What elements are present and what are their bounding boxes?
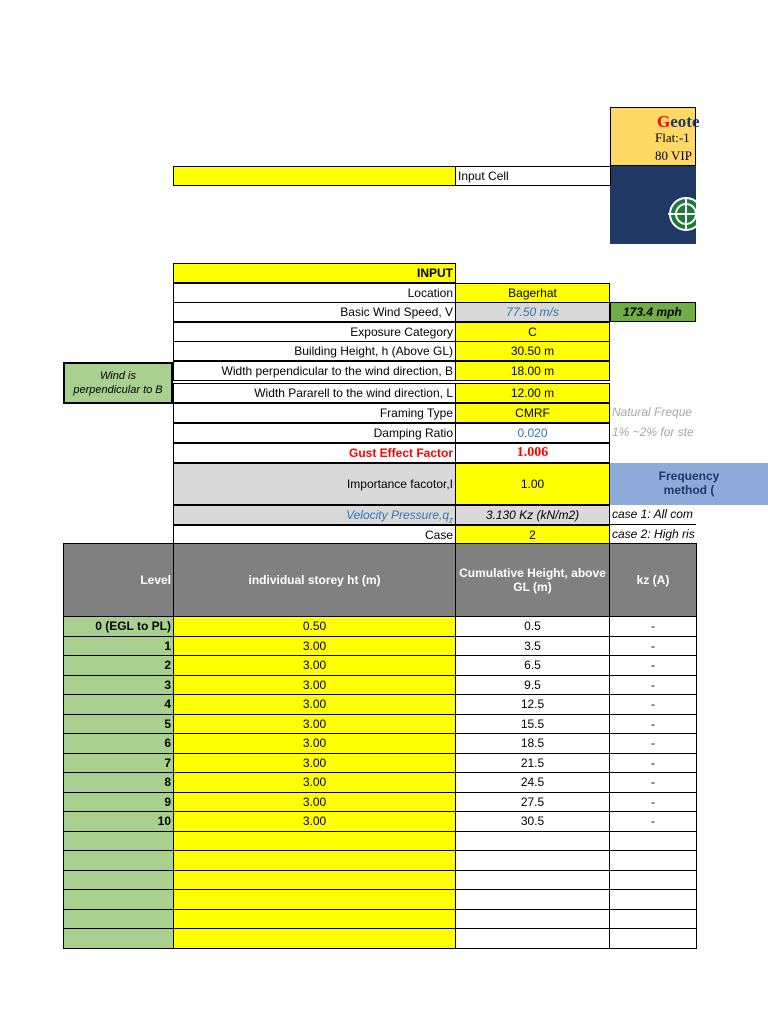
cumulative-height-cell: 27.5 (455, 792, 610, 812)
frequency-note-line1: Frequency (658, 469, 720, 483)
level-cell: 8 (63, 772, 174, 793)
kz-cell (609, 850, 697, 871)
input-value-exposure[interactable]: C (455, 322, 610, 342)
kz-cell: - (609, 772, 697, 793)
cumulative-height-cell (455, 850, 610, 871)
storey-height-cell[interactable] (173, 831, 456, 851)
case2-note: case 2: High ris (612, 527, 695, 541)
cumulative-height-cell: 24.5 (455, 772, 610, 793)
level-cell (63, 870, 174, 890)
natural-frequency-note: Natural Freque (612, 405, 693, 419)
input-label-width-b: Width perpendicular to the wind direction, B (173, 361, 456, 381)
input-label-width-l: Width Pararell to the wind direction, L (173, 383, 456, 403)
cumulative-height-cell: 0.5 (455, 616, 610, 637)
level-cell: 7 (63, 753, 174, 773)
velocity-pressure-label-text: Velocity Pressure,q (346, 508, 449, 522)
level-cell: 10 (63, 811, 174, 832)
input-value-building-height[interactable]: 30.50 m (455, 341, 610, 361)
cumulative-height-cell: 30.5 (455, 811, 610, 832)
kz-cell (609, 889, 697, 910)
kz-cell (609, 831, 697, 851)
logo-title-initial: G (657, 112, 671, 131)
level-cell (63, 889, 174, 910)
kz-cell: - (609, 616, 697, 637)
storey-height-cell[interactable]: 3.00 (173, 733, 456, 754)
kz-cell (609, 870, 697, 890)
cumulative-height-cell: 21.5 (455, 753, 610, 773)
input-section-header: INPUT (173, 263, 456, 283)
storey-height-cell[interactable]: 3.00 (173, 655, 456, 676)
level-cell: 0 (EGL to PL) (63, 616, 174, 637)
input-value-location[interactable]: Bagerhat (455, 283, 610, 303)
cumulative-height-cell: 3.5 (455, 636, 610, 656)
input-value-importance[interactable]: 1.00 (455, 463, 610, 505)
header-storey-height: individual storey ht (m) (173, 543, 456, 617)
storey-height-cell[interactable]: 3.00 (173, 753, 456, 773)
input-value-width-b[interactable]: 18.00 m (455, 361, 610, 381)
cumulative-height-cell (455, 889, 610, 910)
input-label-location: Location (173, 283, 456, 303)
wind-speed-mph: 173.4 mph (610, 302, 696, 322)
kz-cell: - (609, 675, 697, 695)
input-value-framing[interactable]: CMRF (455, 403, 610, 423)
storey-height-cell[interactable] (173, 928, 456, 949)
input-value-wind-speed: 77.50 m/s (455, 302, 610, 322)
level-cell (63, 831, 174, 851)
input-value-gust-factor: 1.006 (455, 443, 610, 463)
header-kz: kz (A) (609, 543, 697, 617)
kz-cell: - (609, 811, 697, 832)
level-cell: 1 (63, 636, 174, 656)
logo-address-line2: 80 VIP (655, 148, 692, 163)
level-cell (63, 850, 174, 871)
input-value-case[interactable]: 2 (455, 525, 610, 545)
kz-cell: - (609, 636, 697, 656)
input-cell-legend-swatch (173, 166, 456, 186)
cumulative-height-cell (455, 928, 610, 949)
storey-height-cell[interactable]: 3.00 (173, 714, 456, 734)
input-label-building-height: Building Height, h (Above GL) (173, 341, 456, 361)
frequency-note-line2: method ( (663, 483, 715, 497)
level-cell: 9 (63, 792, 174, 812)
kz-cell: - (609, 792, 697, 812)
kz-cell: - (609, 753, 697, 773)
storey-height-cell[interactable] (173, 909, 456, 929)
damping-note: 1% ~2% for ste (612, 425, 694, 439)
input-value-width-l[interactable]: 12.00 m (455, 383, 610, 403)
cumulative-height-cell: 12.5 (455, 694, 610, 715)
wind-note-line2: perpendicular to B (73, 384, 163, 396)
case1-note: case 1: All com (610, 505, 696, 525)
logo-address-line1: Flat:-1 (655, 130, 690, 145)
globe-icon (610, 166, 696, 244)
storey-height-cell[interactable]: 3.00 (173, 792, 456, 812)
kz-cell (609, 928, 697, 949)
input-label-importance: Importance facotor,I (173, 463, 456, 505)
input-label-wind-speed: Basic Wind Speed, V (173, 302, 456, 322)
storey-height-cell[interactable]: 0.50 (173, 616, 456, 637)
storey-height-cell[interactable] (173, 850, 456, 871)
storey-height-cell[interactable]: 3.00 (173, 694, 456, 715)
logo-title-rest: eote (670, 112, 700, 131)
cumulative-height-cell (455, 870, 610, 890)
kz-cell (609, 909, 697, 929)
level-cell (63, 909, 174, 929)
input-label-gust-factor: Gust Effect Factor (173, 443, 456, 463)
input-label-damping: Damping Ratio (173, 423, 456, 443)
level-cell: 4 (63, 694, 174, 715)
level-cell: 2 (63, 655, 174, 676)
input-value-damping: 0.020 (455, 423, 610, 443)
storey-height-cell[interactable] (173, 889, 456, 910)
header-level: Level (63, 543, 174, 617)
level-cell: 6 (63, 733, 174, 754)
level-cell: 5 (63, 714, 174, 734)
kz-cell: - (609, 733, 697, 754)
level-cell (63, 928, 174, 949)
input-label-velocity-pressure (173, 505, 456, 525)
storey-height-cell[interactable]: 3.00 (173, 636, 456, 656)
velocity-pressure-subscript: z (449, 515, 453, 525)
storey-height-cell[interactable]: 3.00 (173, 772, 456, 793)
kz-cell: - (609, 655, 697, 676)
wind-note-line1: Wind is (100, 370, 136, 382)
input-label-exposure: Exposure Category (173, 322, 456, 342)
frequency-method-note (610, 463, 768, 505)
input-cell-legend-label: Input Cell (455, 166, 611, 186)
storey-height-cell[interactable]: 3.00 (173, 811, 456, 832)
header-cumulative-height: Cumulative Height, above GL (m) (455, 543, 610, 617)
wind-direction-note (63, 362, 173, 404)
input-value-velocity-pressure: 3.130 Kz (kN/m2) (455, 505, 610, 525)
cumulative-height-cell: 6.5 (455, 655, 610, 676)
cumulative-height-cell (455, 909, 610, 929)
cumulative-height-cell (455, 831, 610, 851)
kz-cell: - (609, 694, 697, 715)
company-logo-banner (610, 107, 700, 166)
storey-height-cell[interactable]: 3.00 (173, 675, 456, 695)
input-label-case: Case (173, 525, 456, 545)
input-label-framing: Framing Type (173, 403, 456, 423)
kz-cell: - (609, 714, 697, 734)
storey-height-cell[interactable] (173, 870, 456, 890)
cumulative-height-cell: 18.5 (455, 733, 610, 754)
cumulative-height-cell: 9.5 (455, 675, 610, 695)
level-cell: 3 (63, 675, 174, 695)
cumulative-height-cell: 15.5 (455, 714, 610, 734)
company-emblem-panel (610, 166, 696, 244)
